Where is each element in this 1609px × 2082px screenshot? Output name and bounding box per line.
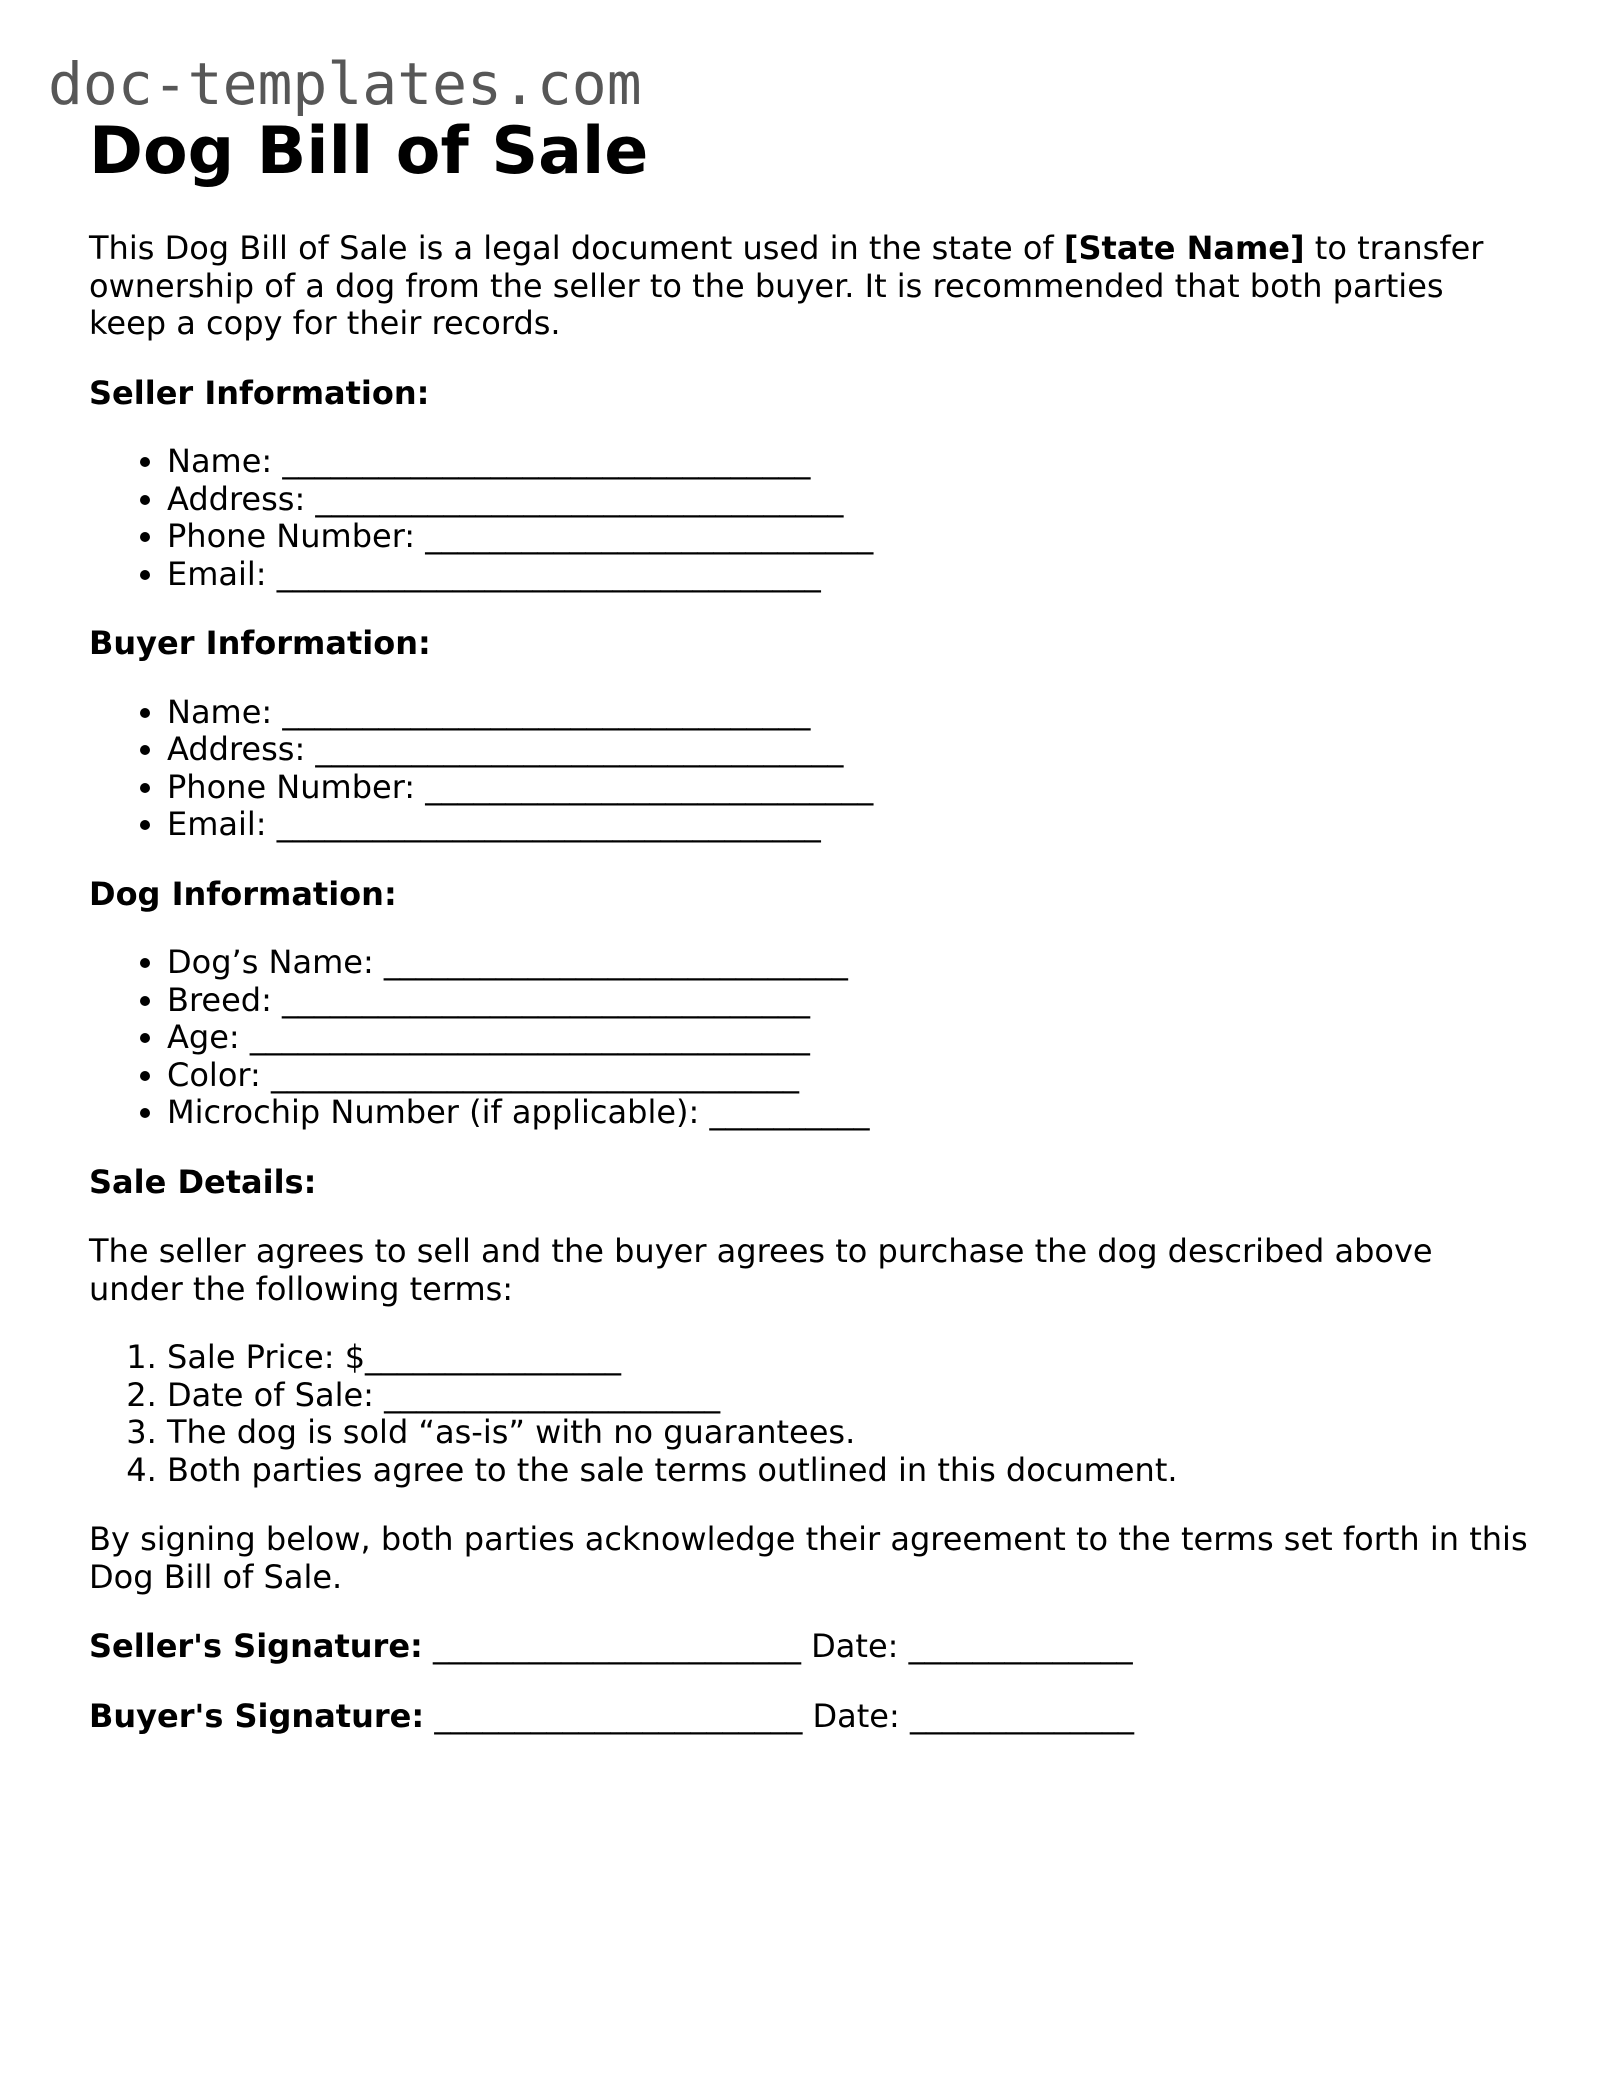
intro-text-1: This Dog Bill of Sale is a legal document used in the state of xyxy=(89,229,1064,267)
seller-email-field: • Email: __________________________________ xyxy=(167,556,1529,594)
buyer-phone-field: • Phone Number: ____________________________ xyxy=(167,769,1529,807)
sale-terms-intro: The seller agrees to sell and the buyer agrees to purchase the dog described above under the following terms: xyxy=(89,1232,1433,1308)
seller-name-field: • Name: _________________________________ xyxy=(167,443,1529,481)
sale-details-heading: Sale Details: xyxy=(89,1162,317,1201)
dog-name-field: • Dog’s Name: _____________________________ xyxy=(167,944,1529,982)
intro-paragraph xyxy=(89,230,1529,343)
buyer-address-field: • Address: _________________________________ xyxy=(167,731,1529,769)
sale-terms-list xyxy=(89,1339,1529,1489)
dog-microchip-field: • Microchip Number (if applicable): __________ xyxy=(167,1094,1529,1132)
buyer-email-field: • Email: __________________________________ xyxy=(167,806,1529,844)
buyer-information-heading: Buyer Information: xyxy=(89,624,431,662)
dog-age-field: • Age: ___________________________________ xyxy=(167,1019,1529,1057)
dog-information-heading: Dog Information: xyxy=(89,874,397,913)
state-name-placeholder: [State Name] xyxy=(1063,229,1305,267)
buyer-signature-line xyxy=(89,1698,1529,1736)
dog-information-list xyxy=(89,944,1529,1132)
seller-address-field: • Address: _________________________________ xyxy=(167,481,1529,519)
seller-signature-line xyxy=(89,1628,1529,1666)
closing-paragraph: By signing below, both parties acknowledge their agreement to the terms set forth in this Dog Bill of Sale. xyxy=(89,1520,1528,1596)
dog-breed-field: • Breed: _________________________________ xyxy=(167,982,1529,1020)
seller-phone-field: • Phone Number: ____________________________ xyxy=(167,518,1529,556)
seller-signature-label: Seller's Signature: xyxy=(89,1627,423,1665)
watermark-text: doc-templates.com xyxy=(48,50,642,118)
intro-text-2: to transfer ownership of a dog from the seller to the buyer. It is recommended that both parties keep a copy for their records. xyxy=(89,229,1484,342)
sale-date-term: 2. Date of Sale: _____________________ xyxy=(167,1377,1529,1415)
dog-color-field: • Color: _________________________________ xyxy=(167,1057,1529,1095)
buyer-information-list xyxy=(89,694,1529,844)
seller-information-list xyxy=(89,443,1529,593)
as-is-term: 3. The dog is sold “as-is” with no guarantees. xyxy=(167,1414,1529,1452)
buyer-signature-blank: _______________________ Date: ______________ xyxy=(424,1696,1134,1735)
seller-information-heading: Seller Information: xyxy=(89,373,430,412)
buyer-signature-label: Buyer's Signature: xyxy=(89,1696,425,1735)
document-title: Dog Bill of Sale xyxy=(89,114,649,189)
agreement-term: 4. Both parties agree to the sale terms outlined in this document. xyxy=(167,1452,1529,1490)
sale-price-term: 1. Sale Price: $________________ xyxy=(167,1339,1529,1377)
document-page xyxy=(89,112,1529,1735)
seller-signature-blank: _______________________ Date: ______________ xyxy=(422,1627,1133,1665)
buyer-name-field: • Name: _________________________________ xyxy=(167,694,1529,732)
